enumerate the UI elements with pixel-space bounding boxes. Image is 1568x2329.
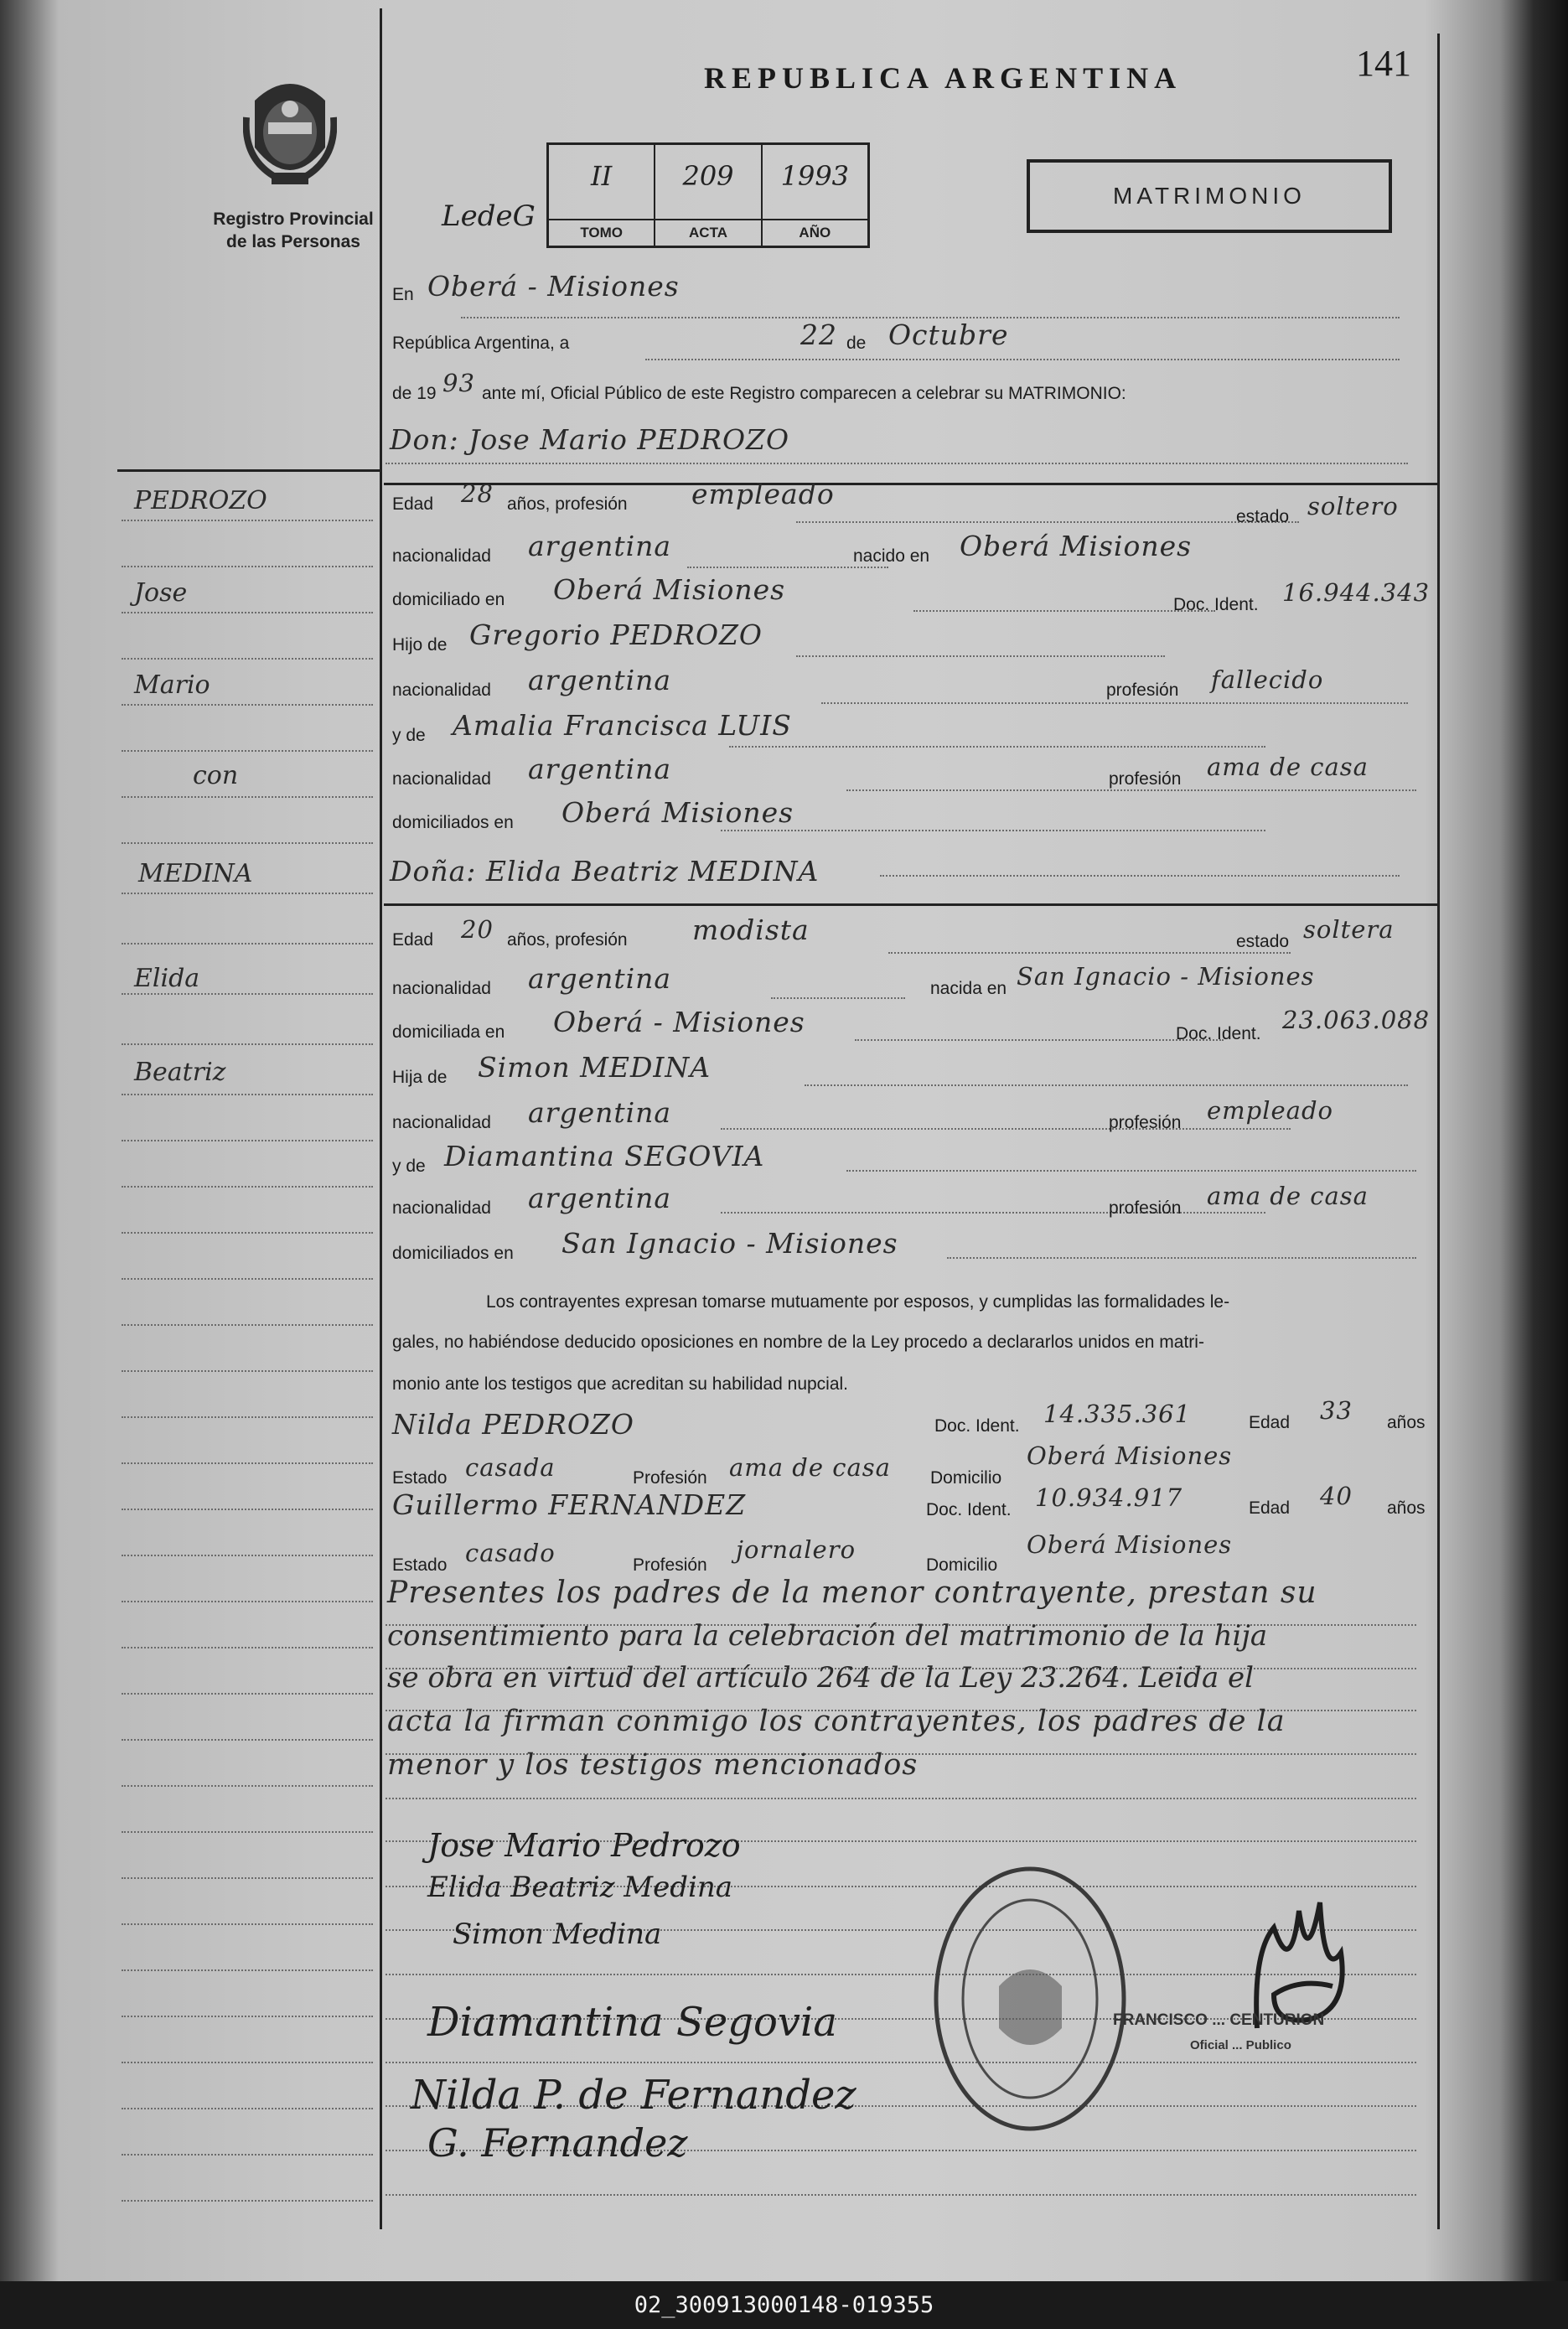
nacionalidad-label: nacionalidad xyxy=(392,546,491,566)
witness2-name: Guillermo FERNANDEZ xyxy=(392,1488,747,1521)
page-title: REPUBLICA ARGENTINA xyxy=(704,61,1182,95)
form-line xyxy=(687,567,888,568)
margin-line xyxy=(122,993,373,995)
groom-birthplace: Oberá Misiones xyxy=(960,530,1193,562)
anos-label: años xyxy=(1387,1413,1426,1432)
signature-groom: Jose Mario Pedrozo xyxy=(427,1827,741,1864)
official-name: FRANCISCO ... CENTURION xyxy=(1113,2011,1325,2029)
bride-father-name: Simon MEDINA xyxy=(478,1051,712,1084)
profesion-label: profesión xyxy=(1109,1198,1182,1218)
margin-line xyxy=(122,1043,373,1045)
margin-line xyxy=(122,1278,373,1280)
groom-parents-domicile: Oberá Misiones xyxy=(561,796,794,829)
margin-line xyxy=(122,1739,373,1741)
anos-label: años xyxy=(1387,1498,1426,1518)
margin-line xyxy=(122,1923,373,1925)
form-line xyxy=(729,746,1265,748)
acta-value: 209 xyxy=(682,160,734,192)
margin-line xyxy=(122,842,373,844)
tomo-value: II xyxy=(591,160,613,192)
witness1-name: Nilda PEDROZO xyxy=(392,1408,634,1441)
witness1-age: 33 xyxy=(1320,1396,1353,1425)
intro-statement: ante mí, Oficial Público de este Registro comparecen a celebrar su MATRIMONIO: xyxy=(482,384,1126,403)
bride-mother-name: Diamantina SEGOVIA xyxy=(444,1140,765,1172)
estado-label: estado xyxy=(1236,932,1290,951)
margin-line xyxy=(122,1094,373,1095)
profesion-label: profesión xyxy=(1109,769,1182,789)
margin-line xyxy=(122,520,373,521)
coat-of-arms-logo xyxy=(243,67,337,193)
note-line: menor y los testigos mencionados xyxy=(387,1748,919,1782)
form-line xyxy=(947,1257,1416,1259)
witness1-status: casada xyxy=(465,1453,556,1482)
groom-mother-profession: ama de casa xyxy=(1207,753,1369,781)
margin-line xyxy=(122,1647,373,1648)
place-value: Oberá - Misiones xyxy=(427,270,680,303)
form-line xyxy=(821,702,1408,704)
official-seal-stamp xyxy=(928,1861,1133,2137)
domicilio-label: Domicilio xyxy=(930,1468,1002,1488)
note-line: Presentes los padres de la menor contrayente, prestan su xyxy=(387,1576,1317,1610)
record-type-box: MATRIMONIO xyxy=(1027,159,1392,233)
witness2-domicile: Oberá Misiones xyxy=(1027,1530,1233,1559)
bride-nationality: argentina xyxy=(528,962,672,995)
bride-doc-number: 23.063.088 xyxy=(1282,1006,1431,1034)
ano-cell xyxy=(763,145,867,246)
form-line xyxy=(386,2062,1416,2063)
file-id-caption: 02_300913000148-019355 xyxy=(0,2281,1568,2329)
month-value: Octubre xyxy=(888,318,1009,351)
margin-line xyxy=(122,2154,373,2156)
en-label: En xyxy=(392,285,414,304)
margin-line xyxy=(122,566,373,567)
bride-mother-profession: ama de casa xyxy=(1207,1182,1369,1210)
nacionalidad-label: nacionalidad xyxy=(392,1113,491,1132)
margin-line xyxy=(122,1969,373,1971)
form-line xyxy=(846,1170,1416,1172)
profesion-label: Profesión xyxy=(633,1555,707,1575)
margin-entry: MEDINA xyxy=(138,859,253,888)
estado-label: estado xyxy=(1236,507,1290,526)
groom-nationality: argentina xyxy=(528,530,672,562)
witness2-age: 40 xyxy=(1320,1482,1353,1510)
margin-line xyxy=(122,1555,373,1556)
witness1-doc: 14.335.361 xyxy=(1043,1400,1192,1428)
margin-line xyxy=(122,704,373,706)
acta-label: ACTA xyxy=(655,219,760,246)
estado-label: Estado xyxy=(392,1468,448,1488)
margin-entry: Beatriz xyxy=(134,1058,226,1087)
form-line xyxy=(805,1084,1408,1086)
bride-father-profession: empleado xyxy=(1207,1096,1333,1125)
de19-label: de 19 xyxy=(392,384,437,403)
bride-birthplace: San Ignacio - Misiones xyxy=(1017,962,1315,991)
signature-bride-father: Simon Medina xyxy=(453,1918,662,1951)
margin-line xyxy=(122,1416,373,1418)
form-line xyxy=(880,875,1400,877)
signature-witness2: G. Fernandez xyxy=(427,2120,688,2166)
registry-name: Registro Provincial de las Personas xyxy=(213,210,374,251)
witness1-domicile: Oberá Misiones xyxy=(1027,1441,1233,1470)
profesion-label: profesión xyxy=(1106,681,1179,700)
signature-bride-mother: Diamantina Segovia xyxy=(427,1999,837,2046)
groom-section-separator xyxy=(384,483,1437,485)
nacionalidad-label: nacionalidad xyxy=(392,769,491,789)
nacionalidad-label: nacionalidad xyxy=(392,1198,491,1218)
groom-domicile: Oberá Misiones xyxy=(553,573,786,606)
form-line xyxy=(913,610,1215,612)
note-line: consentimiento para la celebración del matrimonio de la hija xyxy=(387,1619,1268,1653)
form-line xyxy=(771,997,905,999)
day-value: 22 xyxy=(800,318,837,351)
margin-line xyxy=(122,1462,373,1464)
note-line: acta la firman conmigo los contrayentes, los padres de la xyxy=(387,1705,1286,1738)
form-line xyxy=(721,830,1265,831)
declaration-line: gales, no habiéndose deducido oposiciones en nombre de la Ley procedo a declararlos unidos en matri- xyxy=(392,1333,1204,1352)
bride-domicile: Oberá - Misiones xyxy=(553,1006,805,1038)
y-de-label: y de xyxy=(392,1157,426,1176)
doc-ident-label: Doc. Ident. xyxy=(926,1500,1012,1519)
witness1-profession: ama de casa xyxy=(729,1453,891,1482)
bride-parents-domicile: San Ignacio - Misiones xyxy=(561,1227,898,1260)
domiciliado-label: domiciliado en xyxy=(392,590,505,609)
margin-line xyxy=(122,2108,373,2109)
tomo-label: TOMO xyxy=(549,219,654,246)
margin-line xyxy=(122,1324,373,1326)
form-line xyxy=(386,463,1408,464)
hijo-de-label: Hijo de xyxy=(392,635,448,655)
margin-line xyxy=(122,1140,373,1141)
groom-father-name: Gregorio PEDROZO xyxy=(469,618,763,651)
official-title: Oficial ... Publico xyxy=(1190,2038,1291,2052)
margin-line xyxy=(122,2062,373,2063)
nacida-label: nacida en xyxy=(930,979,1007,998)
edad-label: Edad xyxy=(1249,1413,1291,1432)
reference-table xyxy=(546,142,870,248)
margin-line xyxy=(122,1232,373,1234)
margin-separator xyxy=(117,469,380,472)
form-line xyxy=(846,789,1416,791)
form-line xyxy=(386,1798,1416,1799)
reference-prefix: LedeG xyxy=(442,199,536,233)
groom-age: 28 xyxy=(461,479,494,508)
nacionalidad-label: nacionalidad xyxy=(392,681,491,700)
groom-profession: empleado xyxy=(691,478,835,510)
margin-entry: Jose xyxy=(134,578,188,608)
note-line: se obra en virtud del artículo 264 de la Ley 23.264. Leida el xyxy=(387,1661,1255,1695)
margin-line xyxy=(122,612,373,613)
margin-line xyxy=(122,943,373,945)
margin-line xyxy=(122,658,373,660)
domiciliados-label: domiciliados en xyxy=(392,813,514,832)
margin-line xyxy=(122,2200,373,2202)
form-line xyxy=(796,521,1299,523)
tomo-cell xyxy=(549,145,655,246)
de-label: de xyxy=(846,334,867,353)
form-line xyxy=(796,655,1165,657)
profesion-label: profesión xyxy=(1109,1113,1182,1132)
signature-bride: Elida Beatriz Medina xyxy=(427,1871,733,1904)
groom-doc-number: 16.944.343 xyxy=(1282,578,1431,607)
groom-name: Don: Jose Mario PEDROZO xyxy=(390,423,790,456)
margin-line xyxy=(122,1186,373,1188)
declaration-line: monio ante los testigos que acreditan su habilidad nupcial. xyxy=(392,1374,849,1394)
groom-father-profession: fallecido xyxy=(1211,665,1324,694)
form-line xyxy=(386,2194,1416,2196)
witness2-profession: jornalero xyxy=(736,1535,856,1564)
doc-ident-label: Doc. Ident. xyxy=(1176,1024,1261,1043)
form-line xyxy=(855,1039,1224,1041)
edad-label: Edad xyxy=(392,930,434,950)
form-line xyxy=(721,1128,1291,1130)
form-line xyxy=(645,359,1400,360)
domiciliados-label: domiciliados en xyxy=(392,1244,514,1263)
bride-father-nationality: argentina xyxy=(528,1096,672,1129)
signature-witness1: Nilda P. de Fernandez xyxy=(411,2072,856,2119)
margin-line xyxy=(122,1785,373,1787)
form-line xyxy=(721,1212,1265,1214)
bride-name: Doña: Elida Beatriz MEDINA xyxy=(390,855,820,888)
bride-marital-status: soltera xyxy=(1303,915,1395,944)
margin-line xyxy=(122,1370,373,1372)
ano-label: AÑO xyxy=(763,219,867,246)
estado-label: Estado xyxy=(392,1555,448,1575)
witness2-status: casado xyxy=(465,1539,556,1567)
page-number: 141 xyxy=(1356,43,1411,84)
margin-line xyxy=(122,2016,373,2017)
hija-de-label: Hija de xyxy=(392,1068,448,1087)
margin-line xyxy=(122,796,373,798)
groom-mother-nationality: argentina xyxy=(528,753,672,785)
margin-entry: con xyxy=(193,761,239,790)
groom-father-nationality: argentina xyxy=(528,664,672,696)
domiciliada-label: domiciliada en xyxy=(392,1022,505,1042)
form-line xyxy=(888,952,1291,954)
doc-ident-label: Doc. Ident. xyxy=(934,1416,1020,1436)
margin-line xyxy=(122,750,373,752)
margin-line xyxy=(122,1693,373,1695)
margin-entry: PEDROZO xyxy=(134,486,267,515)
margin-line xyxy=(122,1601,373,1602)
declaration-line: Los contrayentes expresan tomarse mutuamente por esposos, y cumplidas las formalidades le- xyxy=(486,1292,1230,1312)
margin-entry: Elida xyxy=(134,964,200,993)
groom-marital-status: soltero xyxy=(1307,492,1399,520)
ano-value: 1993 xyxy=(780,160,850,192)
margin-line xyxy=(122,893,373,894)
year-suffix: 93 xyxy=(442,369,475,397)
margin-line xyxy=(122,1877,373,1879)
right-border-rule xyxy=(1437,34,1440,2229)
edad-label: Edad xyxy=(392,494,434,514)
y-de-label: y de xyxy=(392,726,426,745)
bride-mother-nationality: argentina xyxy=(528,1182,672,1214)
margin-entry: Mario xyxy=(134,670,210,700)
nacionalidad-label: nacionalidad xyxy=(392,979,491,998)
witness2-doc: 10.934.917 xyxy=(1035,1483,1183,1512)
groom-mother-name: Amalia Francisca LUIS xyxy=(453,709,792,742)
anos-profesion-label: años, profesión xyxy=(507,930,628,950)
margin-line xyxy=(122,1831,373,1833)
nacido-label: nacido en xyxy=(853,546,930,566)
register-sheet xyxy=(59,0,1529,2281)
bride-section-separator xyxy=(384,903,1437,906)
republica-label: República Argentina, a xyxy=(392,334,570,353)
anos-profesion-label: años, profesión xyxy=(507,494,628,514)
bride-profession: modista xyxy=(692,913,810,946)
vertical-column-rule xyxy=(380,8,382,2229)
acta-cell xyxy=(655,145,762,246)
edad-label: Edad xyxy=(1249,1498,1291,1518)
margin-line xyxy=(122,1509,373,1510)
bride-age: 20 xyxy=(461,915,494,944)
doc-ident-label: Doc. Ident. xyxy=(1173,595,1259,614)
domicilio-label: Domicilio xyxy=(926,1555,998,1575)
profesion-label: Profesión xyxy=(633,1468,707,1488)
